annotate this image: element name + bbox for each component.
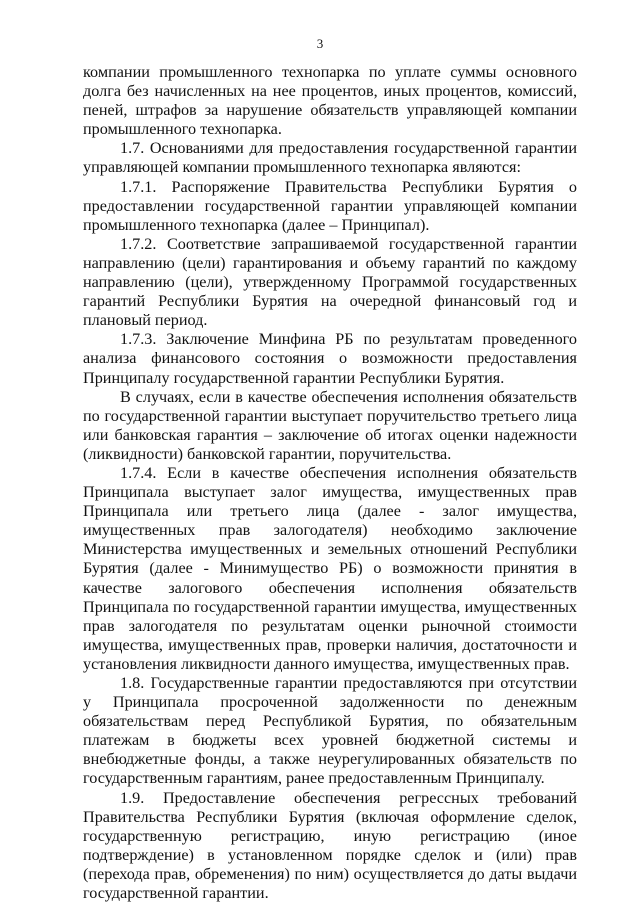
paragraph-1-7-1: 1.7.1. Распоряжение Правительства Республики Бурятия о предоставлении государственной гарантии управляющей компании промышленного технопарка (далее – Принципал). [83, 177, 577, 234]
paragraph-1-7-3: 1.7.3. Заключение Минфина РБ по результатам проведенного анализа финансового состояния о возможности предоставления Принципалу государственной гарантии Республики Бурятия. [83, 330, 577, 387]
paragraph-1-7-2: 1.7.2. Соответствие запрашиваемой государственной гарантии направлению (цели) гарантирования и объему гарантий по каждому направлению (цели), утвержденному Программой государственных гарантий Республики Бурятия на очередной финансовый год и плановый период. [83, 234, 577, 330]
paragraph-1-9: 1.9. Предоставление обеспечения регрессных требований Правительства Республики Бурятия (включая оформление сделок, государственную регистрацию, иную регистрацию (иное подтверждение) в установленном порядке сделок и (или) прав (перехода прав, обременения) по ним) осуществляется до даты выдачи государственной гарантии. [83, 788, 577, 903]
paragraph-guarantee-cases: В случаях, если в качестве обеспечения исполнения обязательств по государственной гарантии выступает поручительство третьего лица или банковская гарантия – заключение об итогах оценки надежности (ликвидности) банковской гарантии, поручительства. [83, 387, 577, 463]
paragraph-1-7-4: 1.7.4. Если в качестве обеспечения исполнения обязательств Принципала выступает залог имущества, имущественных прав Принципала или третьего лица (далее - залог имущества, имущественных прав залогодателя) необходимо заключение Министерства имущественных и земельных отношений Республики Бурятия (далее - Минимущество РБ) о возможности принятия в качестве залогового обеспечения исполнения обязательств Принципала по государственной гарантии имущества, имущественных прав залогодателя по результатам оценки рыночной стоимости имущества, имущественных прав, проверки наличия, достаточности и установления ликвидности данного имущества, имущественных прав. [83, 463, 577, 673]
document-body [83, 63, 577, 903]
paragraph-1-7: 1.7. Основаниями для предоставления государственной гарантии управляющей компании промышленного технопарка являются: [83, 139, 577, 177]
paragraph-1: компании промышленного технопарка по уплате суммы основного долга без начисленных на нее процентов, иных процентов, комиссий, пеней, штрафов за нарушение обязательств управляющей компании промышленного технопарка. [83, 63, 577, 139]
page-number: 3 [316, 36, 324, 51]
paragraph-1-8: 1.8. Государственные гарантии предоставляются при отсутствии у Принципала просроченной задолженности по денежным обязательствам перед Республикой Бурятия, по обязательным платежам в бюджеты всех уровней бюджетной системы и внебюджетные фонды, а также неурегулированных обязательств по государственным гарантиям, ранее предоставленным Принципалу. [83, 674, 577, 788]
